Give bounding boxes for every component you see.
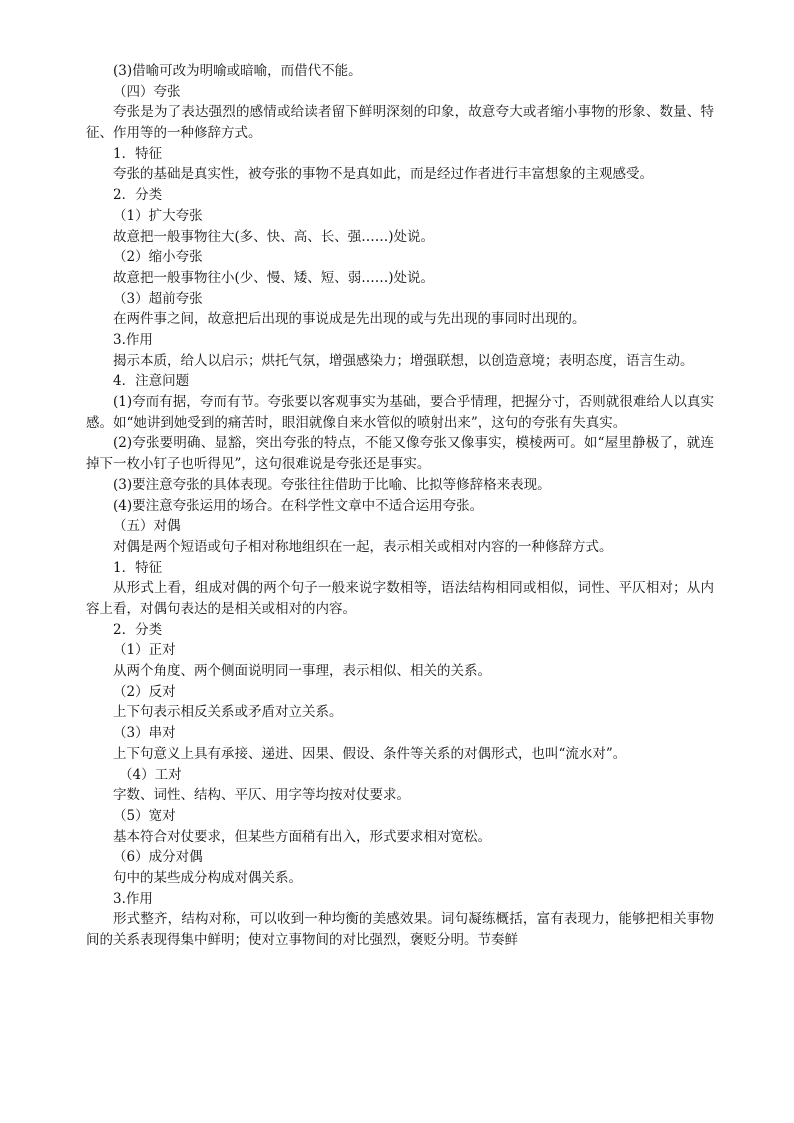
subheading: 1．特征 (113, 145, 163, 162)
subheading: 3.作用 (113, 890, 153, 907)
text-line: 对偶是两个短语或句子相对称地组织在一起，表示相关或相对内容的一种修辞方式。 (113, 538, 613, 555)
subheading: （4）工对 (119, 766, 182, 783)
text-line: (3)借喻可改为明喻或暗喻，而借代不能。 (113, 63, 362, 79)
document-body (86, 61, 714, 951)
subheading: （1）扩大夸张 (113, 207, 203, 224)
text-line: 故意把一般事物往大(多、快、高、长、强……)处说。 (113, 228, 435, 245)
section-heading: （四）夸张 (113, 83, 181, 100)
paragraph: 揭示本质，给人以启示；烘托气氛，增强感染力；增强联想，以创造意境；表明态度，语言生动。 (113, 352, 694, 369)
paragraph: (1)夸而有据，夸而有节。夸张要以客观事实为基础，要合乎情理，把握分寸，否则就很难给人以真实感。如“她讲到她受到的痛苦时，眼泪就像自来水管似的喷射出来”，这句的夸张有失真实。 (86, 394, 714, 431)
text-line: (4)要注意夸张运用的场合。在科学性文章中不适合运用夸张。 (113, 497, 484, 514)
paragraph: 夸张是为了表达强烈的感情或给读者留下鲜明深刻的印象，故意夸大或者缩小事物的形象、数量、特征、作用等的一种修辞方式。 (86, 104, 714, 142)
paragraph: 形式整齐，结构对称，可以收到一种均衡的美感效果。词句凝练概括，富有表现力，能够把相关事物间的关系表现得集中鲜明；使对立事物间的对比强烈，褒贬分明。节奏鲜 (86, 911, 714, 949)
paragraph: 上下句意义上具有承接、递进、因果、假设、条件等关系的对偶形式，也叫“流水对”。 (113, 745, 627, 762)
paragraph: 从形式上看，组成对偶的两个句子一般来说字数相等，语法结构相同或相似，词性、平仄相对；从内容上看，对偶句表达的是相关或相对的内容。 (86, 580, 714, 618)
subheading: （5）宽对 (113, 807, 176, 824)
subheading: 3.作用 (113, 331, 153, 348)
subheading: （1）正对 (113, 642, 176, 659)
subheading: （3）串对 (113, 725, 176, 742)
subheading: 2．分类 (113, 187, 163, 204)
subheading: 1．特征 (113, 559, 163, 576)
text-line: 句中的某些成分构成对偶关系。 (113, 869, 302, 886)
text-line: 故意把一般事物往小(少、慢、矮、短、弱……)处说。 (113, 269, 435, 286)
text-line: (3)要注意夸张的具体表现。夸张往往借助于比喻、比拟等修辞格来表现。 (113, 476, 551, 493)
subheading: 2．分类 (113, 621, 163, 638)
text-line: 在两件事之间，故意把后出现的事说成是先出现的或与先出现的事同时出现的。 (113, 311, 586, 328)
text-line: 基本符合对仗要求，但某些方面稍有出入，形式要求相对宽松。 (113, 828, 491, 845)
text-line: 字数、词性、结构、平仄、用字等均按对仗要求。 (113, 787, 410, 804)
subheading: （2）缩小夸张 (113, 249, 203, 266)
subheading: （2）反对 (113, 683, 176, 700)
text-line: 上下句表示相反关系或矛盾对立关系。 (113, 704, 343, 721)
subheading: （3）超前夸张 (113, 290, 203, 307)
text-line: 从两个角度、两个侧面说明同一事理，表示相似、相关的关系。 (113, 663, 491, 680)
subheading: 4．注意问题 (113, 373, 190, 390)
paragraph: (2)夸张要明确、显豁，突出夸张的特点，不能又像夸张又像事实，模棱两可。如“屋里静极了，就连掉下一枚小钉子也听得见”，这句很难说是夸张还是事实。 (86, 435, 714, 473)
paragraph: 夸张的基础是真实性，被夸张的事物不是真如此，而是经过作者进行丰富想象的主观感受。 (113, 166, 653, 183)
subheading: （6）成分对偶 (113, 849, 203, 866)
section-heading: （五）对偶 (113, 518, 181, 535)
